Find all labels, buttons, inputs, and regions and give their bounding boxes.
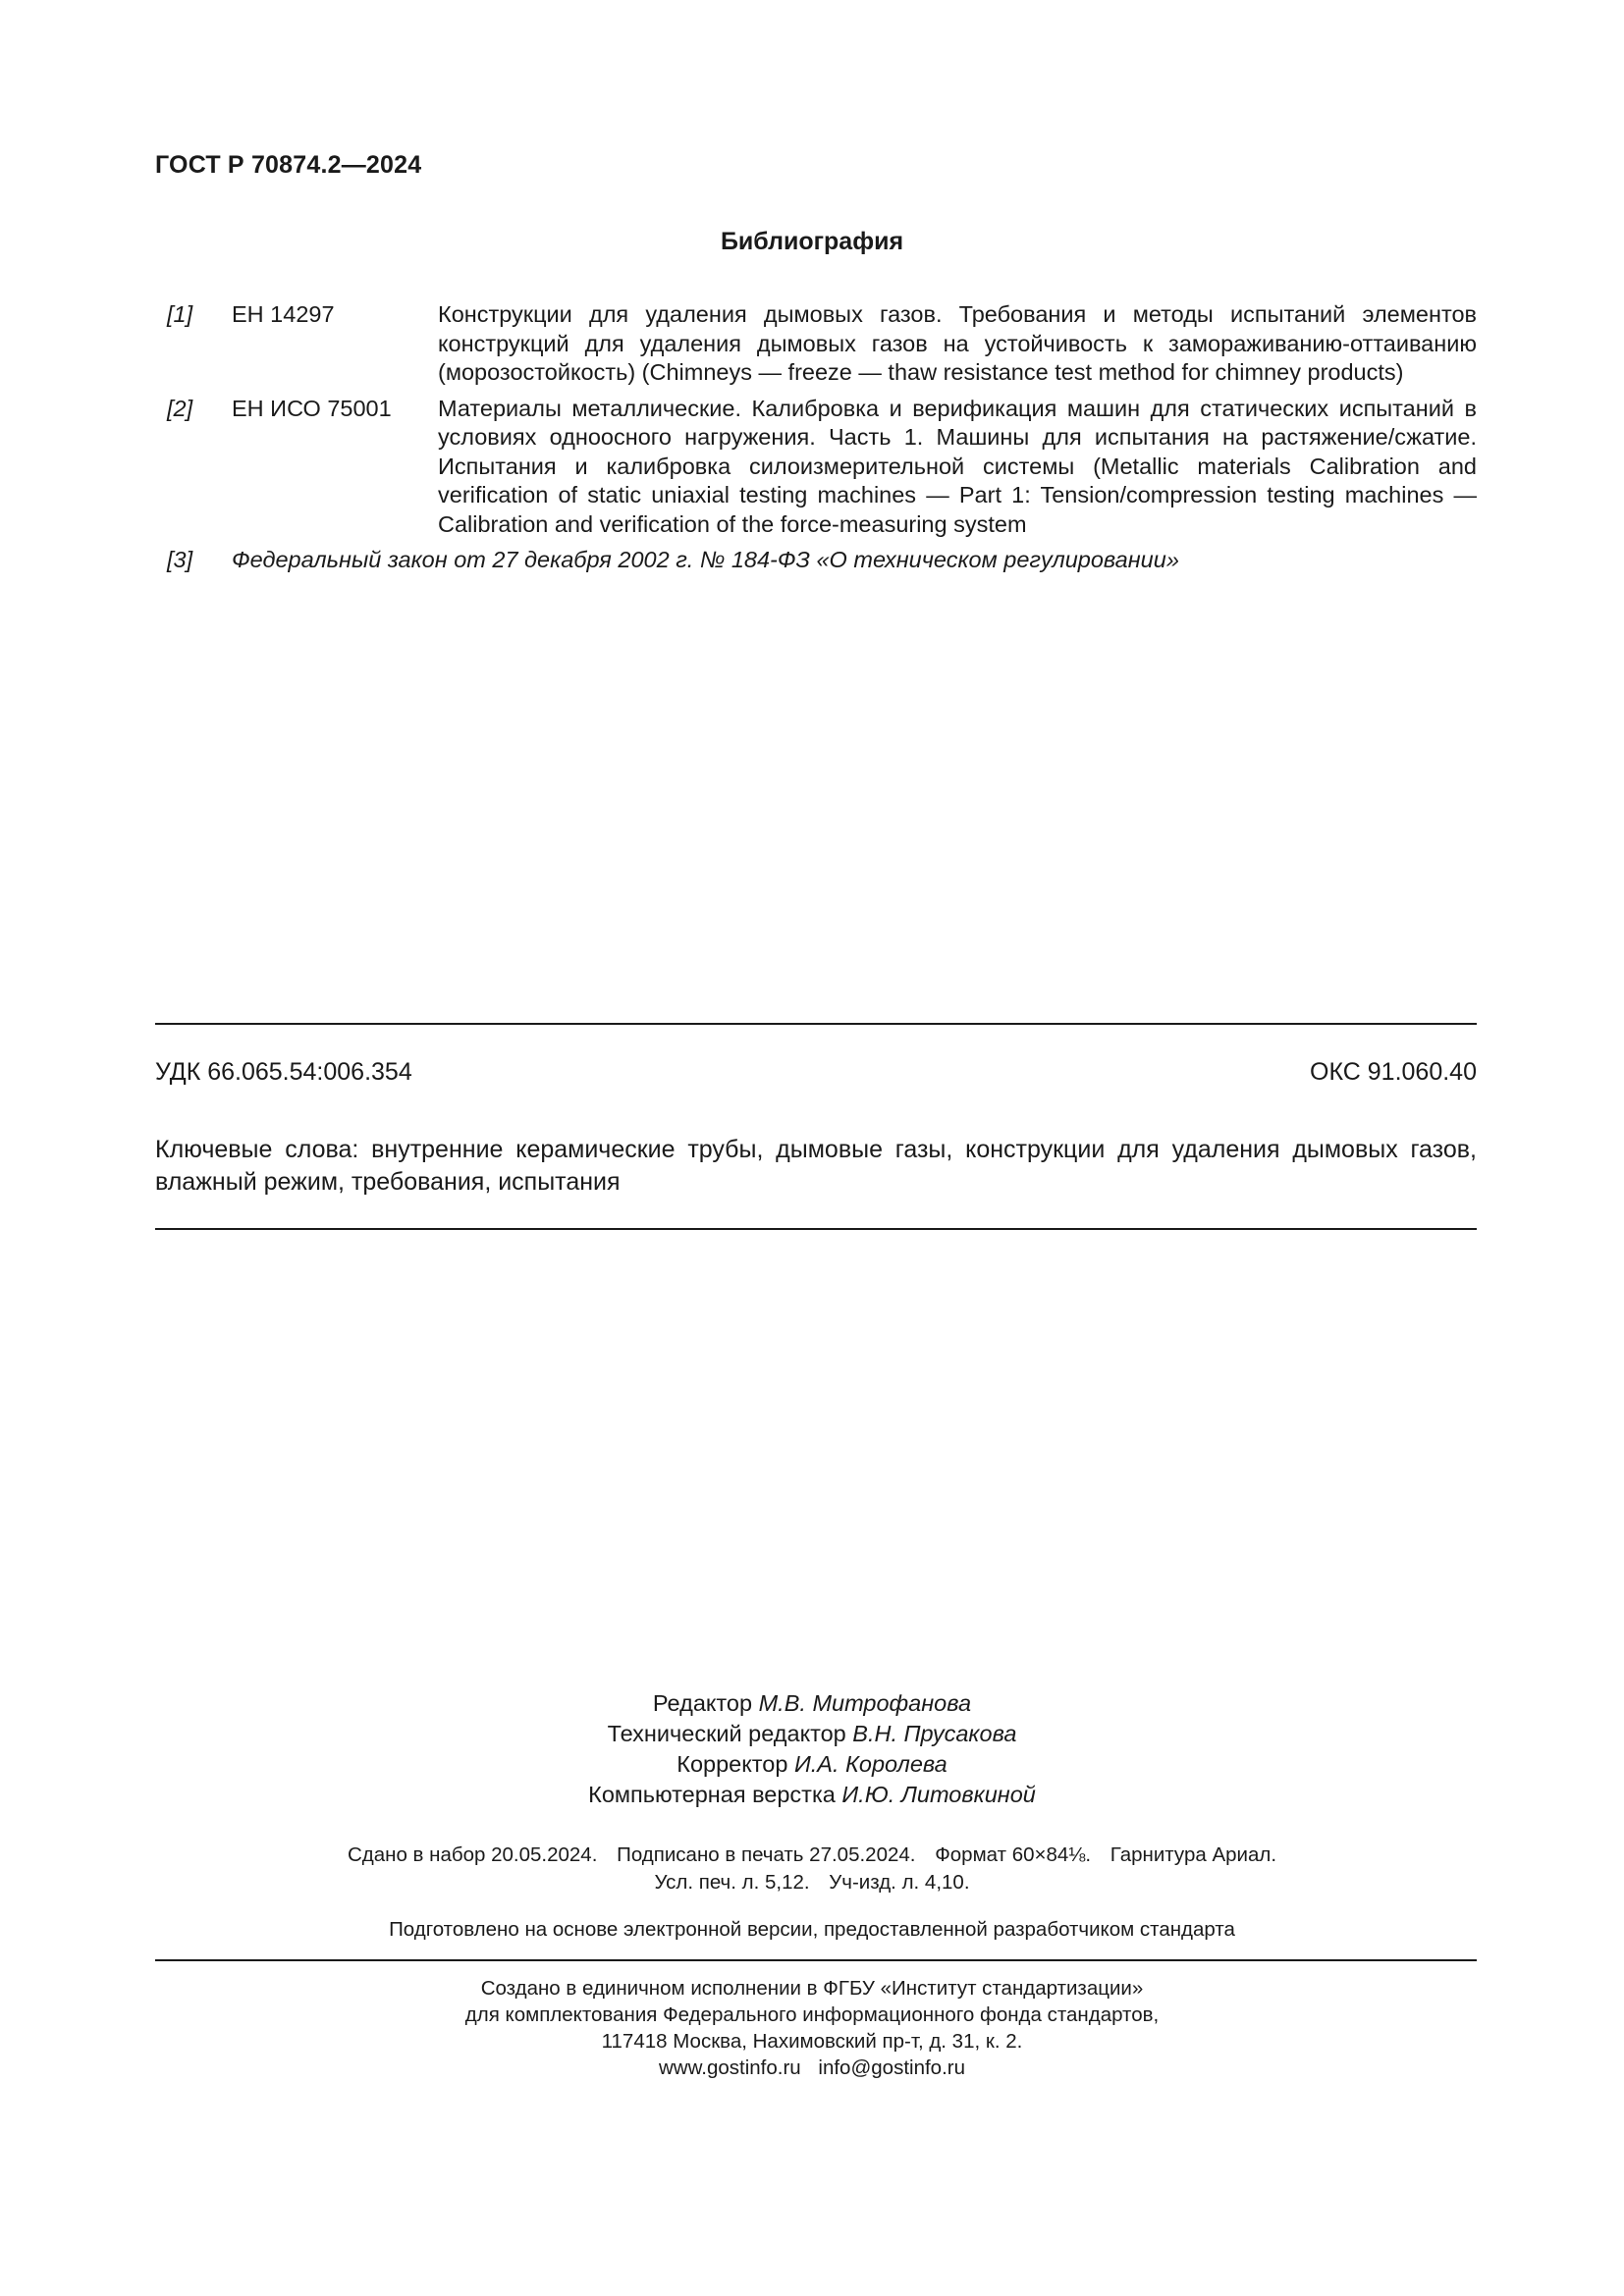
credit-name: В.Н. Прусакова: [852, 1721, 1017, 1746]
bibliography-law: Федеральный закон от 27 декабря 2002 г. № 184-ФЗ «О техническом регулировании»: [232, 547, 1179, 572]
credit-role: Технический редактор: [607, 1721, 846, 1746]
bibliography-number: [3]: [167, 547, 193, 572]
udk-code: УДК 66.065.54:006.354: [155, 1058, 412, 1086]
credit-name: М.В. Митрофанова: [758, 1690, 972, 1716]
print-info-line-1: [0, 1842, 1624, 1869]
publisher-line: для комплектования Федерального информационного фонда стандартов,: [464, 2003, 1160, 2026]
divider-bottom: [155, 1959, 1477, 1961]
publish-sheets: Уч-изд. л. 4,10.: [829, 1871, 970, 1894]
print-sheets: Усл. печ. л. 5,12.: [654, 1871, 810, 1894]
classification-row: [155, 1058, 1477, 1087]
standard-code: ГОСТ Р 70874.2—2024: [155, 151, 422, 179]
credit-line: [0, 1719, 1624, 1749]
credit-role: Редактор: [652, 1690, 753, 1716]
publisher-block: [0, 1975, 1624, 2081]
divider-top: [155, 1023, 1477, 1025]
typeset-date: Сдано в набор 20.05.2024.: [347, 1843, 598, 1866]
bibliography-code: ЕН 14297: [232, 301, 335, 327]
credits-block: [0, 1688, 1624, 1810]
credit-line: [0, 1780, 1624, 1810]
credit-line: [0, 1688, 1624, 1719]
bibliography-title: Материалы металлические. Калибровка и верификация машин для статических испытаний в условиях одноосного нагружения. Часть 1. Машины для испытания на растяжение/сжатие. Испытания и калибровка силоизмерительной системы (Metallic materials Calibration and verification of static uniaxial testing machines — Part 1: Tension/compression testing machines — Calibration and verification of the force-measuring system: [438, 395, 1477, 537]
bibliography-title: Конструкции для удаления дымовых газов. Требования и методы испытаний элементов конструкций для удаления дымовых газов на устойчивость к замораживанию-оттаиванию (морозостойкость) (Chimneys — freeze — thaw resistance test method for chimney products): [438, 301, 1477, 385]
prepared-note: Подготовлено на основе электронной версии, предоставленной разработчиком стандарта: [389, 1918, 1235, 1941]
publisher-address: 117418 Москва, Нахимовский пр-т, д. 31, к. 2.: [601, 2030, 1023, 2053]
section-title: Библиография: [720, 228, 904, 255]
email-link[interactable]: info@gostinfo.ru: [818, 2056, 965, 2079]
credit-line: [0, 1749, 1624, 1780]
oks-code: ОКС 91.060.40: [1310, 1058, 1477, 1086]
font-face: Гарнитура Ариал.: [1110, 1843, 1277, 1866]
bibliography-list: [155, 300, 1477, 582]
bibliography-number: [1]: [167, 301, 193, 327]
website-link[interactable]: www.gostinfo.ru: [659, 2056, 801, 2079]
publisher-line: Создано в единичном исполнении в ФГБУ «Институт стандартизации»: [480, 1977, 1144, 2000]
credit-name: И.Ю. Литовкиной: [841, 1782, 1036, 1807]
bibliography-entry: [155, 395, 1477, 540]
bibliography-entry: [155, 546, 1477, 575]
publisher-contacts: [0, 2055, 1624, 2081]
credit-name: И.А. Королева: [793, 1751, 947, 1777]
signed-date: Подписано в печать 27.05.2024.: [617, 1843, 916, 1866]
keywords: Ключевые слова: внутренние керамические трубы, дымовые газы, конструкции для удаления дымовых газов, влажный режим, требования, испытания: [155, 1136, 1477, 1196]
credit-role: Корректор: [677, 1751, 788, 1777]
print-info-line-2: [0, 1869, 1624, 1896]
bibliography-code: ЕН ИСО 75001: [232, 395, 392, 421]
print-info: [0, 1842, 1624, 1896]
print-format: Формат 60×84⅛.: [935, 1843, 1092, 1866]
credit-role: Компьютерная верстка: [588, 1782, 836, 1807]
bibliography-number: [2]: [167, 395, 193, 421]
bibliography-entry: [155, 300, 1477, 388]
divider-middle: [155, 1228, 1477, 1230]
